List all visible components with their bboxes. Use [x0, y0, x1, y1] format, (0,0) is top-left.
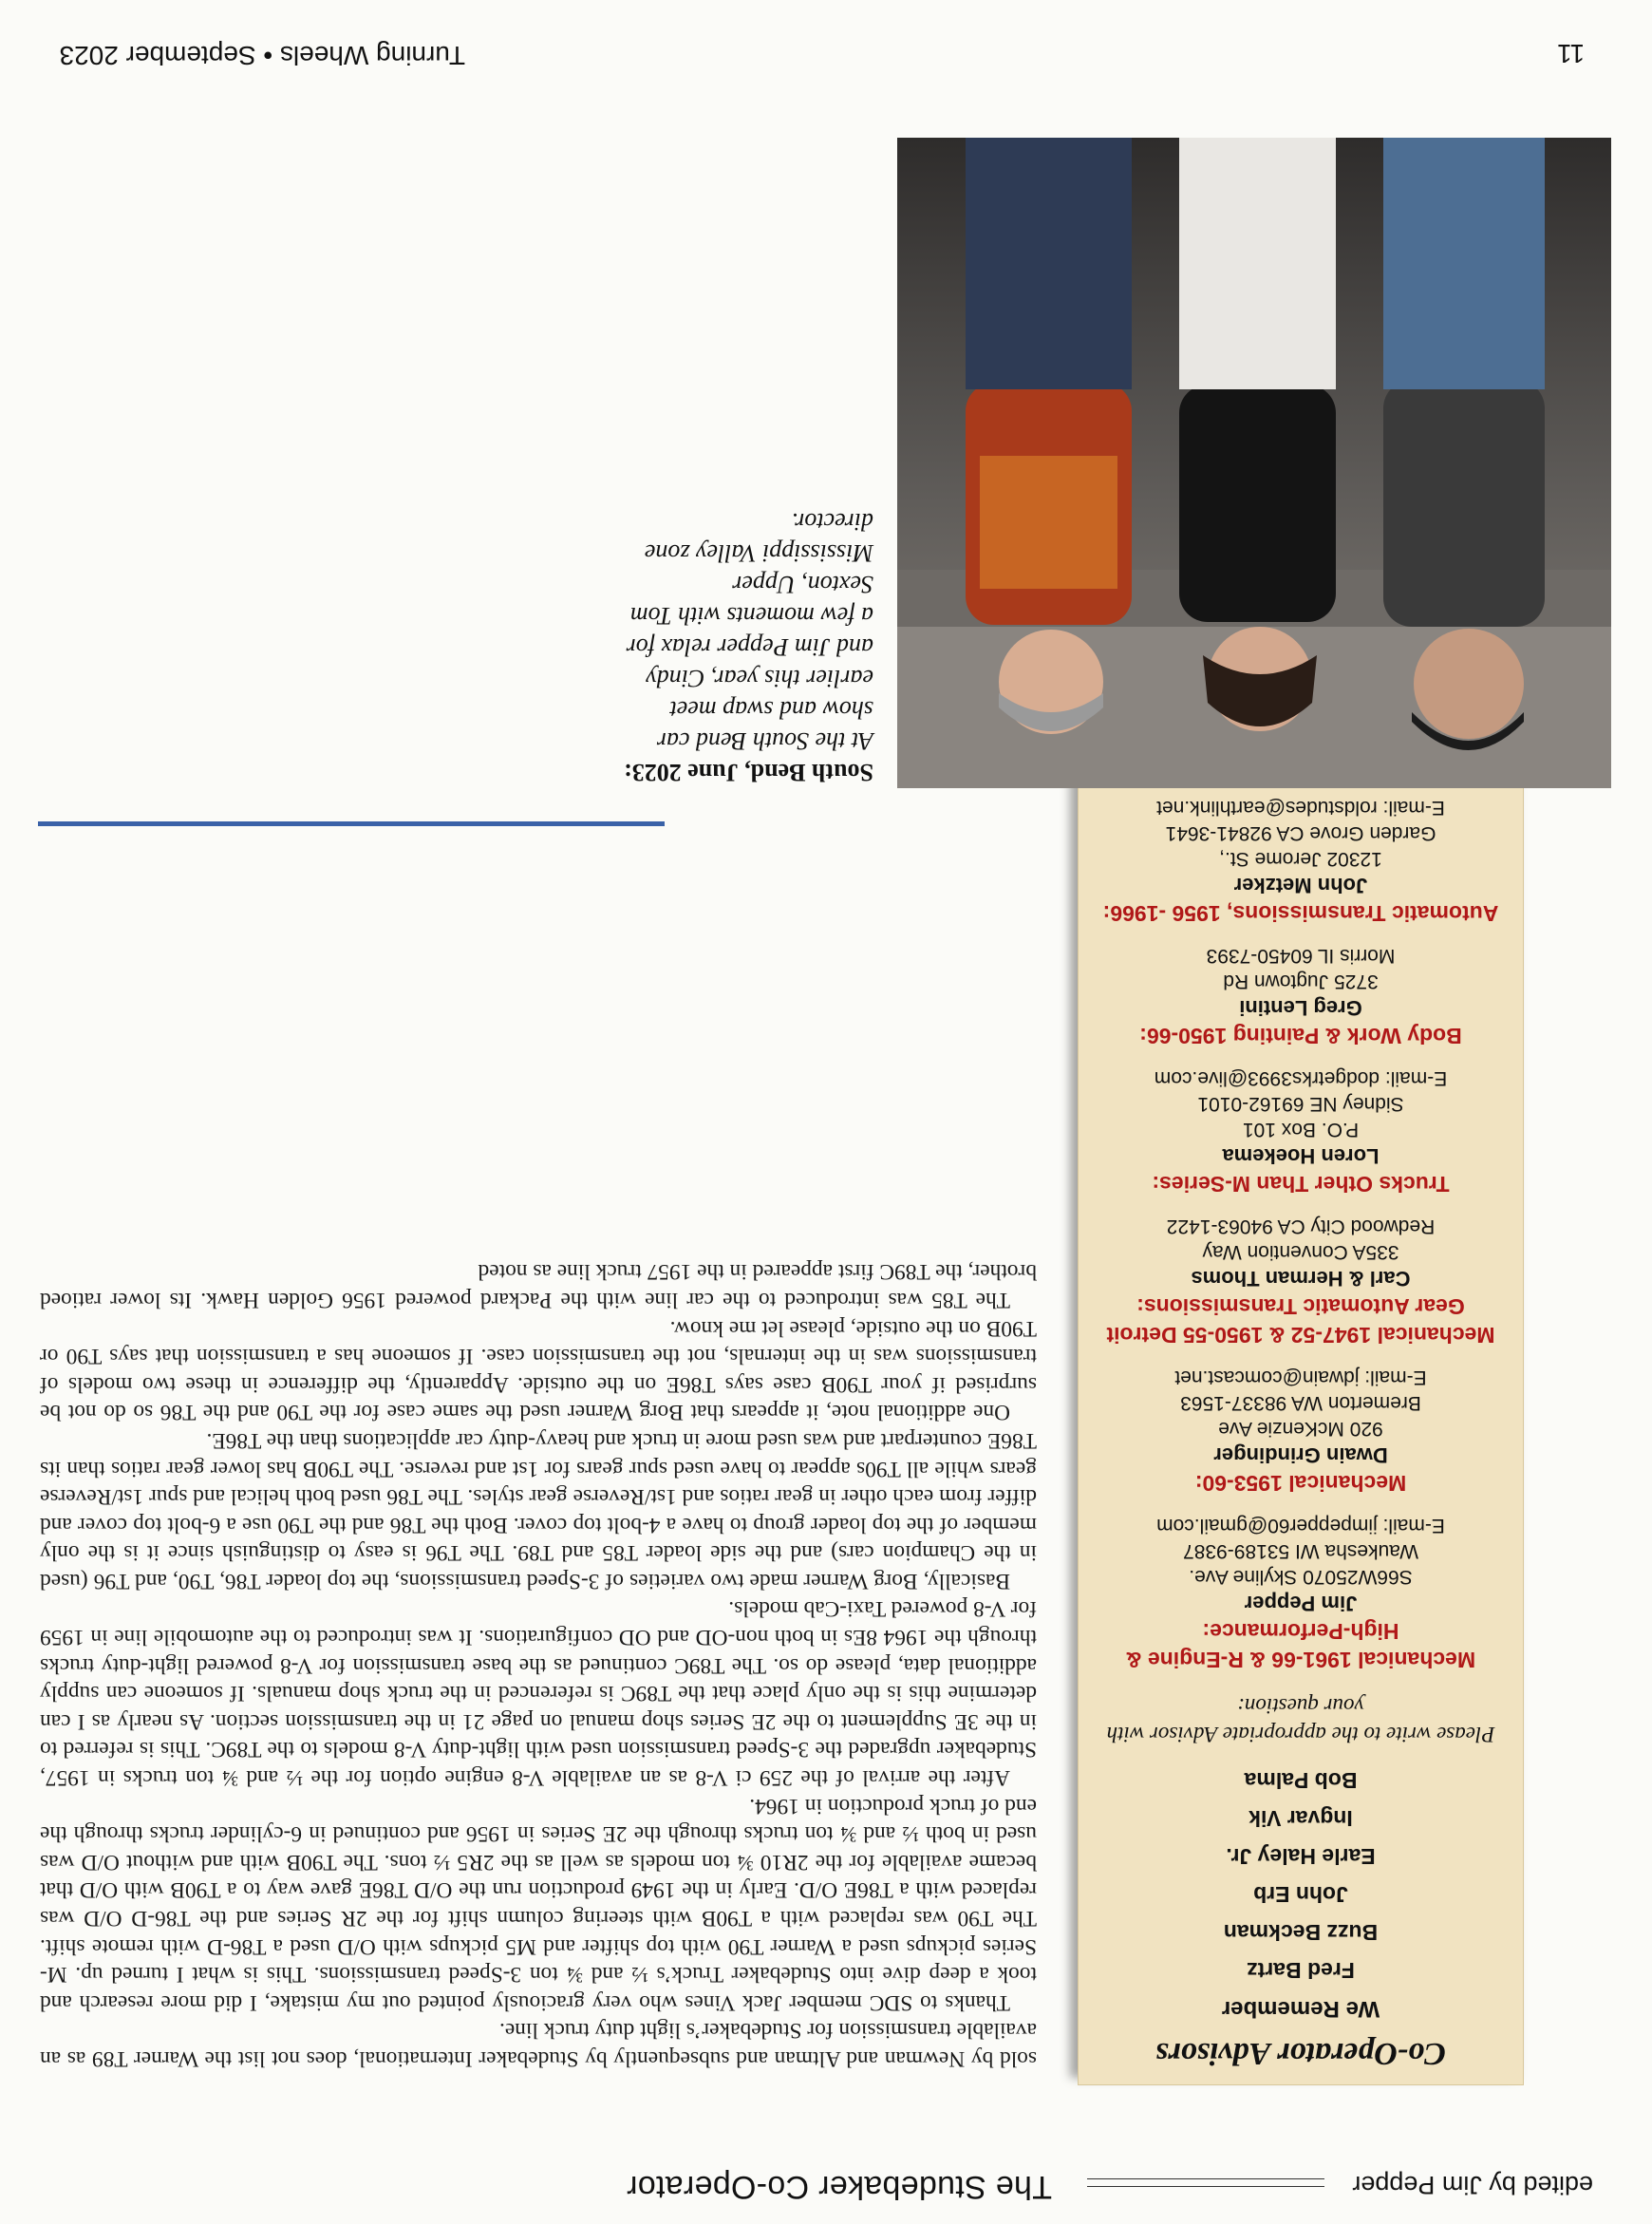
advisor-address: 920 McKenzie Ave	[1218, 1418, 1383, 1440]
remembered-list	[1098, 1762, 1504, 1989]
advisor-name: Greg Lentini	[1239, 996, 1362, 1020]
article-paragraph: The T85 was introduced to the car line with the Packard powered 1956 Golden Hawk. Its lower ratioed brother, the T89C first appeared in the 1957 truck line as noted	[40, 1259, 1037, 1312]
editor-credit: edited by Jim Pepper	[1352, 2171, 1593, 2199]
advisor-address: Garden Grove CA 92841-3641	[1165, 822, 1436, 844]
page-number: 11	[1557, 39, 1586, 68]
publication-name: Turning Wheels	[279, 41, 465, 70]
article-paragraph: After the arrival of the 259 ci V-8 as an available V-8 engine option for the ½ and ¾ ton trucks in 1957, Studebaker upgraded the 3-Speed transmission used with light-duty V-8 models to the T89C. This is referred to in the 3E Supplement to the 2E Series shop manual on page 21 in the transmission section. As nearly as I can determine this is the only place that the T89C is referenced in the truck shop manuals. If someone can supply additional data, please do so. The T89C continued as the base transmission for V-8 powered light-duty trucks through the 1964 8Es in both non-OD and OD configurations. It was introduced to the automobile line in 1959 for V-8 powered Taxi-Cab models.	[40, 1596, 1037, 1791]
article-body	[40, 1257, 1037, 2072]
we-remember-heading: We Remember	[1221, 1996, 1380, 2022]
photo-illustration	[897, 138, 1611, 788]
advisor-email: E-mail: roldstudes@earthlink.net	[1156, 797, 1445, 819]
remembered-name: Ingvar Vik	[1248, 1806, 1353, 1831]
event-photo	[897, 138, 1611, 788]
page-footer	[60, 40, 465, 70]
advisor-name: Jim Pepper	[1244, 1592, 1358, 1615]
advisor-topic: Mechanical 1947-52 & 1950-55 Detroit Gear Automatic Transmissions:	[1106, 1294, 1495, 1348]
remembered-name: Buzz Beckman	[1223, 1920, 1379, 1945]
header-double-rule	[1087, 2178, 1324, 2187]
advisor-name: John Metzker	[1233, 874, 1368, 897]
advisor-address: Redwood City CA 94063-1422	[1166, 1216, 1436, 1237]
advisor-topic: Body Work & Painting 1950-66:	[1139, 1024, 1462, 1048]
photo-caption	[622, 506, 873, 788]
advisor-entry	[1098, 795, 1504, 928]
footer-separator: •	[263, 41, 273, 70]
remembered-name: Bob Palma	[1244, 1768, 1358, 1793]
advisor-entry	[1098, 1214, 1504, 1349]
issue-date: September 2023	[59, 41, 256, 70]
advisor-topic: Mechanical 1961-66 & R-Engine & High-Performance:	[1125, 1619, 1476, 1672]
advisor-topic: Mechanical 1953-60:	[1194, 1471, 1407, 1496]
sidebar-title: Co-Operator Advisors	[1155, 2036, 1446, 2071]
remembered-name: John Erb	[1253, 1882, 1348, 1907]
advisor-entry	[1098, 1513, 1504, 1674]
advisor-address: Waukesha WI 53189-9387	[1183, 1540, 1418, 1562]
advisor-address: Morris IL 60450-7393	[1206, 945, 1396, 967]
advisor-name: Dwain Grindinger	[1213, 1443, 1388, 1467]
advisor-address: S66W25070 Skyline Ave.	[1189, 1566, 1413, 1588]
section-divider	[38, 821, 665, 826]
advisor-entry	[1098, 1365, 1504, 1498]
advisor-address: 335A Convention Way	[1202, 1241, 1399, 1263]
article-paragraph: One additional note, it appears that Borg Warner used the same case for the T90 and the T86 so do not be surprised if your T90B case says T86E on the outside. Apparently, the difference in these two models of transmissions was in the internals, not the transmission case. If someone has a transmission that says T90 or T90B on the outside, please let me know.	[40, 1315, 1037, 1425]
advisor-email: E-mail: jimpepper60@gmail.com	[1156, 1515, 1445, 1536]
advisor-email: E-mail: jdwain@comcast.net	[1174, 1366, 1427, 1388]
sidebar-instructions: Please write to the appropriate Advisor with your question:	[1106, 1694, 1495, 1746]
advisor-topic: Automatic Transmissions, 1956 -1966:	[1102, 901, 1499, 926]
article-paragraph: Basically, Borg Warner made two varieties of 3-Speed transmissions, the top loader T86, T90, and T96 (used in the Champion cars) and the side loader T85 and T89. The T96 is easy to distinguish since it is the only member of the top loader group to have a 4-bolt top cover. Both the T86 and the T90 use a 6-bolt top cover and differ from each other in gear ratios and 1st/Reverse gear styles. The T86 used both helical and spur 1st/Reverse gears while all T90s appear to have used spur gears for 1st and reverse. The T90B has lower gear ratios than its T86E counterpart and was used more in truck and heavy-duty car applications than the T86E.	[40, 1427, 1037, 1593]
caption-text: At the South Bend car show and swap meet earlier this year, Cindy and Jim Pepper relax for a few moments with Tom Sexton, Upper Mississippi Valley zone director.	[626, 508, 873, 755]
advisor-name: Carl & Herman Thoms	[1191, 1267, 1411, 1291]
column-title: The Studebaker Co-Operator	[626, 2169, 1052, 2205]
advisor-address: Bremerton WA 98337-1563	[1180, 1392, 1421, 1414]
advisor-entry	[1098, 943, 1504, 1050]
article-paragraph: sold by Newman and Altman and subsequently by Studebaker International, does not list the Warner T89 as an available transmission for Studebaker’s light duty truck line.	[40, 2018, 1037, 2071]
remembered-name: Earle Haley Jr.	[1226, 1844, 1376, 1869]
advisor-name: Loren Hoekema	[1222, 1144, 1380, 1168]
advisor-address: 12302 Jerome St.,	[1219, 848, 1382, 870]
article-paragraph: Thanks to SDC member Jack Vines who very graciously pointed out my mistake, I did more research and took a deep dive into Studebaker Truck’s ½ and ¾ ton 3-Speed transmissions. This is what I turned up. M-Series pickups used a Warner T90 with top shifter and M5 pickups with O/D used a T86-D with remote shift. The T90 was replaced with a T90B with steering column shift for the 2R Series and the T86-D O/D was replaced with a T86E O/D. Early in the 1949 production run the O/D T86E gave way to a T90B with O/D that became available for the 2R10 ¾ ton models as well as the 2R5 ½ tons. The T90B with and without O/D was used in both ½ and ¾ ton trucks through the 2E Series in 1956 and continued in 6-cylinder trucks through the end of truck production in 1964.	[40, 1793, 1037, 2015]
advisor-address: P.O. Box 101	[1242, 1119, 1360, 1140]
advisor-entry	[1098, 1065, 1504, 1198]
advisor-email: E-mail: dodgetrks3993@live.com	[1154, 1067, 1448, 1089]
advisor-topic: Trucks Other Than M-Series:	[1152, 1172, 1450, 1197]
caption-heading: South Bend, June 2023:	[624, 759, 873, 786]
remembered-name: Fred Bartz	[1247, 1958, 1355, 1983]
advisor-address: Sidney NE 69162-0101	[1197, 1093, 1404, 1115]
advisor-address: 3725 Jugtown Rd	[1223, 971, 1379, 992]
